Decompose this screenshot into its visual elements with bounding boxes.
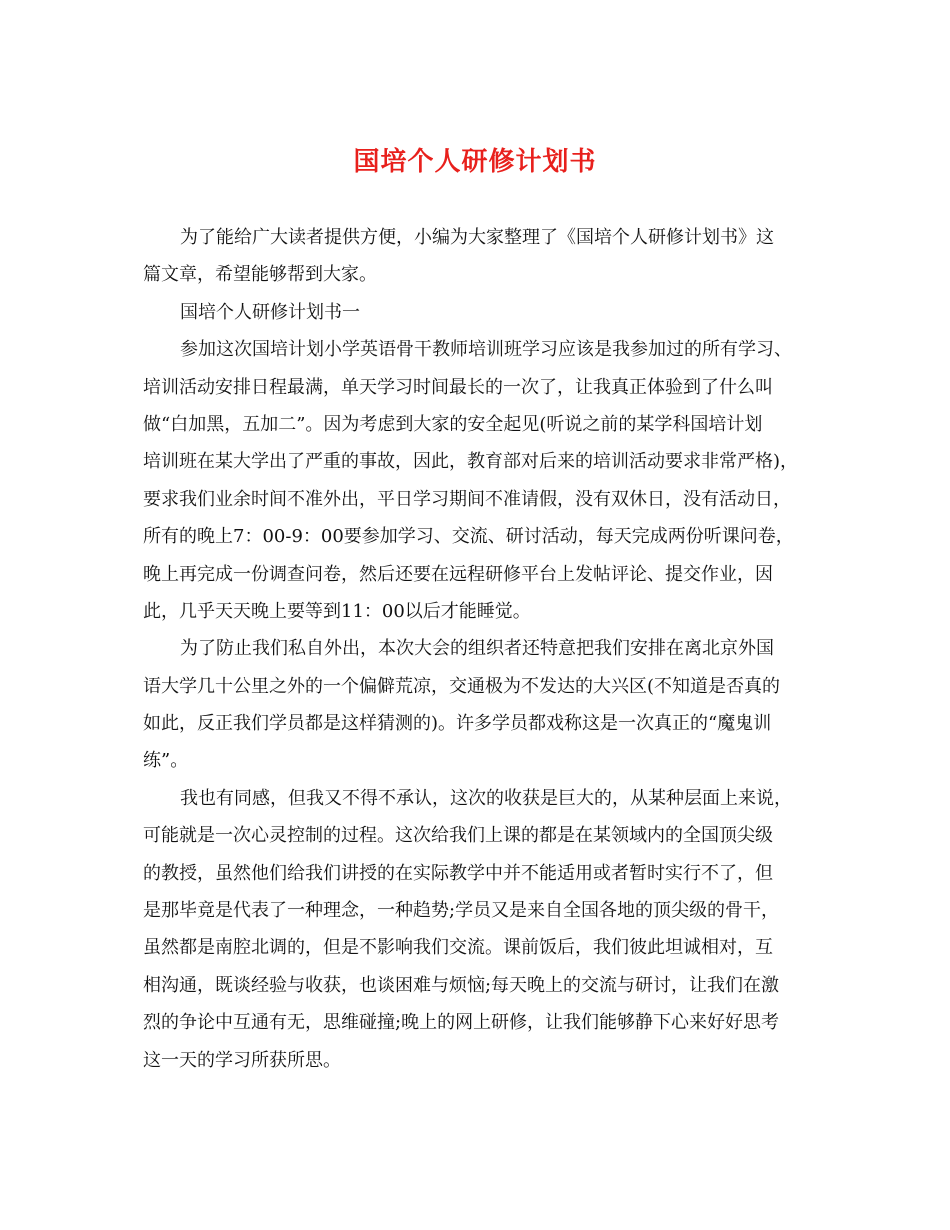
text-line: 是那毕竟是代表了一种理念，一种趋势;学员又是来自全国各地的顶尖级的骨干， [143,900,780,922]
text-line: 此，几乎天天晚上要等到11：00以后才能睡觉。 [143,600,531,622]
text-line: 培训活动安排日程最满，单天学习时间最长的一次了，让我真正体验到了什么叫 [143,376,773,398]
text-line: 所有的晚上7：00-9：00要参加学习、交流、研讨活动，每天完成两份听课问卷， [143,526,794,548]
text-line: 国培个人研修计划书一 [180,301,360,323]
text-line: 要求我们业余时间不准外出，平日学习期间不准请假，没有双休日，没有活动日， [143,488,791,510]
text-line: 培训班在某大学出了严重的事故，因此，教育部对后来的培训活动要求非常严格)， [143,451,799,473]
text-line: 这一天的学习所获所思。 [143,1049,341,1071]
text-line: 如此，反正我们学员都是这样猜测的)。许多学员都戏称这是一次真正的“魔鬼训 [143,713,772,735]
text-line: 虽然都是南腔北调的，但是不影响我们交流。课前饭后，我们彼此坦诚相对，互 [143,937,773,959]
text-line: 的教授，虽然他们给我们讲授的在实际教学中并不能适用或者暂时实行不了，但 [143,862,773,884]
text-line: 练”。 [143,750,189,772]
page-title: 国培个人研修计划书 [353,147,597,177]
text-line: 语大学几十公里之外的一个偏僻荒凉，交通极为不发达的大兴区(不知道是否真的 [143,675,781,697]
text-line: 烈的争论中互通有无，思维碰撞;晚上的网上研修，让我们能够静下心来好好思考 [143,1012,780,1034]
text-line: 可能就是一次心灵控制的过程。这次给我们上课的都是在某领域内的全国顶尖级 [143,825,773,847]
text-line: 篇文章，希望能够帮到大家。 [143,264,377,286]
text-line: 为了防止我们私自外出，本次大会的组织者还特意把我们安排在离北京外国 [180,638,774,660]
text-line: 为了能给广大读者提供方便，小编为大家整理了《国培个人研修计划书》这 [180,227,774,248]
text-line: 参加这次国培计划小学英语骨干教师培训班学习应该是我参加过的所有学习、 [180,339,792,361]
text-line: 做“白加黑，五加二”。因为考虑到大家的安全起见(听说之前的某学科国培计划 [143,413,763,435]
text-line: 我也有同感，但我又不得不承认，这次的收获是巨大的，从某种层面上来说， [180,787,792,809]
document-body [143,219,815,1079]
text-line: 晚上再完成一份调查问卷，然后还要在远程研修平台上发帖评论、提交作业，因 [143,563,773,585]
text-line: 相沟通，既谈经验与收获，也谈困难与烦恼;每天晚上的交流与研讨，让我们在激 [143,974,780,996]
